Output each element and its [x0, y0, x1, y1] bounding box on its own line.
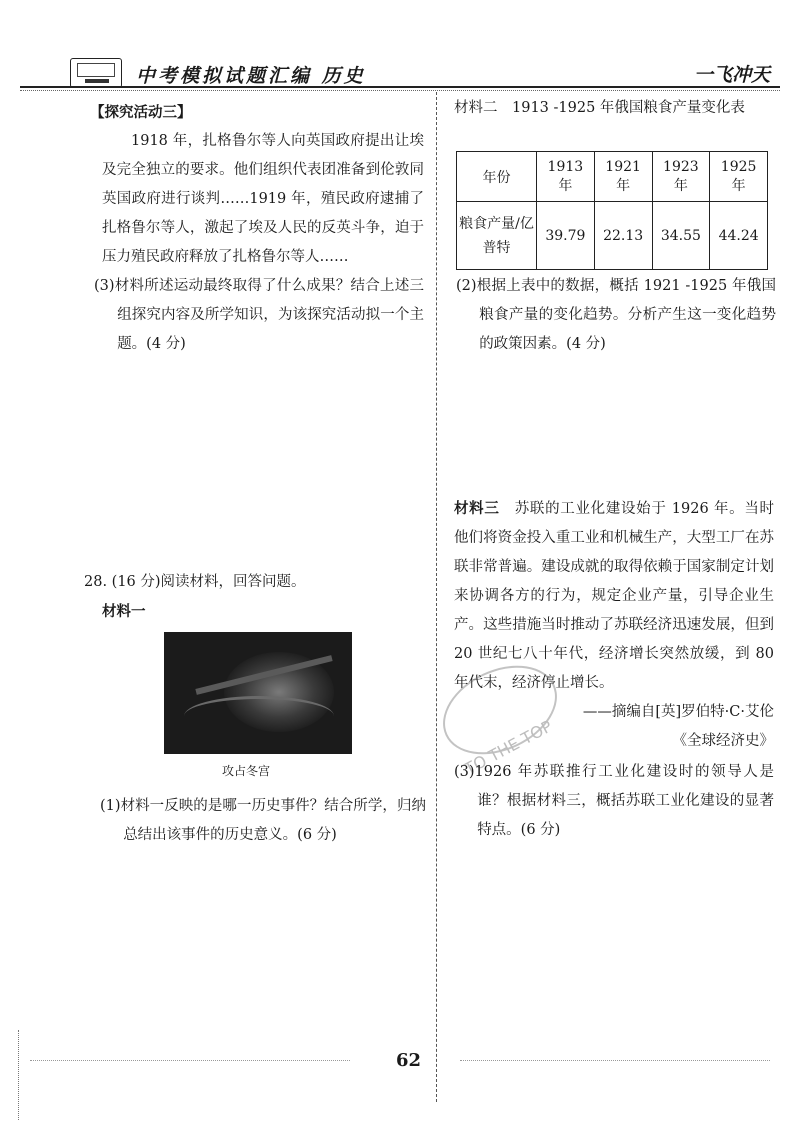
table-cell: 39.79: [537, 202, 595, 270]
book-title: 中考模拟试题汇编 历史: [136, 65, 366, 87]
source-book: 《全球经济史》: [672, 733, 774, 749]
activity-text: 1918 年，扎格鲁尔等人向英国政府提出让埃及完全独立的要求。他们组织代表团准备到伦敦同英国政府进行谈判……1919 年，殖民政府逮捕了扎格鲁尔等人，激起了埃及人民的反英斗争，迫于压力殖民政府释放了扎格鲁尔等人……: [102, 133, 424, 265]
question-28: [84, 568, 424, 626]
material-2-block: [454, 94, 774, 123]
column-divider: [436, 92, 437, 1102]
table-header-cell: 年份: [457, 152, 537, 202]
page-header: [70, 58, 776, 88]
photo-caption: 攻占冬宫: [222, 764, 271, 778]
table-cell: 44.24: [710, 202, 768, 270]
margin-rule: [18, 1030, 19, 1120]
table-row: [457, 152, 768, 202]
table-header-cell: 1923 年: [652, 152, 710, 202]
question-2: (2)根据上表中的数据，概括 1921 -1925 年俄国粮食产量的变化趋势。分析产生这一变化趋势的政策因素。(4 分): [456, 278, 776, 352]
table-cell: 34.55: [652, 202, 710, 270]
material-2-title: 材料二 1913 -1925 年俄国粮食产量变化表: [454, 100, 745, 116]
question-3-left: (3)材料所述运动最终取得了什么成果？结合上述三组探究内容及所学知识，为该探究活动拟一个主题。(4 分): [94, 278, 424, 352]
question-1: (1)材料一反映的是哪一历史事件？结合所学，归纳总结出该事件的历史意义。(6 分): [100, 798, 426, 843]
question-3-right: (3)1926 年苏联推行工业化建设时的领导人是谁？根据材料三，概括苏联工业化建设的显著特点。(6 分): [454, 764, 774, 838]
source-author: ——摘编自[英]罗伯特·C·艾伦: [582, 704, 774, 720]
page-number: 62: [396, 1050, 422, 1071]
activity-heading: 【探究活动三】: [90, 104, 192, 121]
table-row-label: 粮食产量/亿普特: [457, 202, 537, 270]
material-1-label: 材料一: [102, 603, 146, 620]
question-28-stem: 28. (16 分)阅读材料，回答问题。: [84, 574, 306, 590]
storming-winter-palace-photo: [164, 632, 352, 754]
grain-output-table: [456, 151, 768, 270]
table-header-cell: 1921 年: [594, 152, 652, 202]
footer-dots-right: [460, 1060, 770, 1061]
table-row: [457, 202, 768, 270]
header-rule: [20, 86, 780, 88]
question-1-block: [100, 792, 426, 850]
footer-dots-left: [30, 1060, 350, 1061]
question-2-block: [456, 272, 776, 359]
header-rule-dotted: [20, 90, 780, 91]
watermark-stamp-icon: TO THE TOP: [430, 640, 570, 790]
activity-three-block: [90, 98, 424, 359]
table-cell: 22.13: [594, 202, 652, 270]
table-header-cell: 1925 年: [710, 152, 768, 202]
material-3-label: 材料三: [454, 500, 500, 517]
publisher-logo-icon: [70, 58, 122, 88]
table-header-cell: 1913 年: [537, 152, 595, 202]
material-3-text: 苏联的工业化建设始于 1926 年。当时他们将资金投入重工业和机械生产，大型工厂在苏联非常普遍。建设成就的取得依赖于国家制定计划来协调各方的行为，规定企业产量，引导企业生产。这些措施当时推动了苏联经济迅速发展，但到 20 世纪七八十年代，经济增长突然放缓，到 80 年代末，经济停止增长。: [454, 501, 775, 691]
series-brand: 一飞冲天: [693, 64, 770, 86]
